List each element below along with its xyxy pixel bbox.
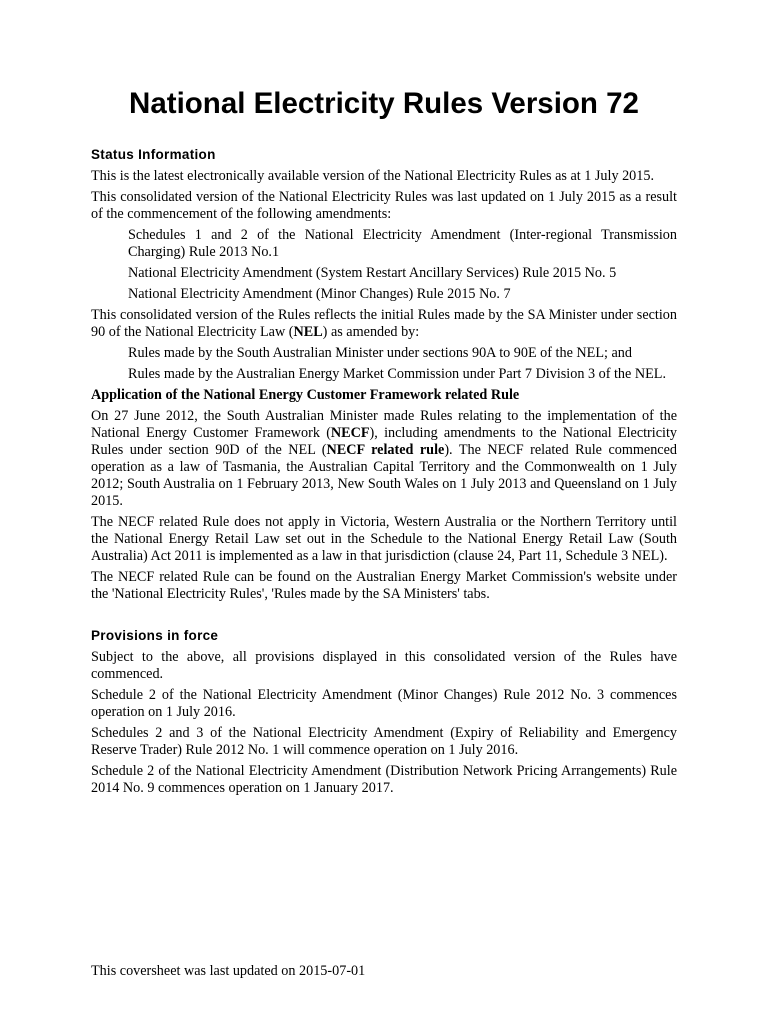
provisions-heading: Provisions in force: [91, 628, 219, 643]
necf-paragraph-2: The NECF related Rule does not apply in Victoria, Western Australia or the Northern Territory until the National Energy Retail Law set out in the Schedule to the National Energy Retail Law (South Australia) Act 2011 is implemented as a law in that jurisdiction (clause 24, Part 11, Schedule 3 NEL).: [91, 514, 677, 564]
provisions-paragraph: Schedule 2 of the National Electricity Amendment (Distribution Network Pricing Arrangements) Rule 2014 No. 9 commences operation on 1 January 2017.: [91, 763, 677, 796]
necf-heading: Application of the National Energy Customer Framework related Rule: [91, 387, 520, 403]
coversheet-footer: This coversheet was last updated on 2015-07-01: [91, 963, 366, 979]
provisions-paragraph: Schedules 2 and 3 of the National Electricity Amendment (Expiry of Reliability and Emergency Reserve Trader) Rule 2012 No. 1 will commence operation on 1 July 2016.: [91, 725, 677, 758]
nel-abbreviation: NEL: [293, 324, 323, 340]
document-title: National Electricity Rules Version 72: [129, 87, 639, 120]
amended-by-item: Rules made by the Australian Energy Market Commission under Part 7 Division 3 of the NEL.: [128, 366, 666, 382]
necf-related-rule-term: NECF related rule: [326, 442, 445, 458]
status-p3-post: ) as amended by:: [322, 324, 420, 340]
status-paragraph-2: This consolidated version of the National Electricity Rules was last updated on 1 July 2015 as a result of the commencement of the following amendments:: [91, 189, 677, 222]
amended-by-item: Rules made by the South Australian Minister under sections 90A to 90E of the NEL; and: [128, 345, 632, 361]
status-paragraph-3: [91, 307, 677, 341]
necf-abbreviation: NECF: [330, 425, 370, 441]
necf-paragraph-3: The NECF related Rule can be found on the Australian Energy Market Commission's website under the 'National Electricity Rules', 'Rules made by the SA Ministers' tabs.: [91, 569, 677, 602]
amendment-item: National Electricity Amendment (System Restart Ancillary Services) Rule 2015 No. 5: [128, 265, 617, 281]
provisions-paragraph: Subject to the above, all provisions displayed in this consolidated version of the Rules have commenced.: [91, 649, 677, 682]
necf-paragraph-1: [91, 408, 677, 510]
provisions-paragraph: Schedule 2 of the National Electricity Amendment (Minor Changes) Rule 2012 No. 3 commences operation on 1 July 2016.: [91, 687, 677, 720]
status-p3-pre: This consolidated version of the Rules reflects the initial Rules made by the SA Minister under section 90 of the National Electricity Law (: [91, 307, 677, 340]
amendment-item: Schedules 1 and 2 of the National Electricity Amendment (Inter-regional Transmission Charging) Rule 2013 No.1: [128, 227, 677, 260]
amendment-item: National Electricity Amendment (Minor Changes) Rule 2015 No. 7: [128, 286, 511, 302]
necf-p1-e: ). The NECF related Rule commenced operation as a law of Tasmania, the Australian Capital Territory and the Commonwealth on 1 July 2012; South Australia on 1 February 2013, New South Wales on 1 July 2013 and Queensland on 1 July 2015.: [91, 442, 677, 509]
document-page: [91, 84, 677, 801]
necf-p1-c: ), including amendments to the National Electricity Rules under section 90D of the NEL (: [91, 425, 677, 458]
status-paragraph-1: This is the latest electronically available version of the National Electricity Rules as at 1 July 2015.: [91, 168, 655, 184]
necf-p1-a: On 27 June 2012, the South Australian Minister made Rules relating to the implementation of the National Energy Customer Framework (: [91, 408, 677, 441]
status-heading: Status Information: [91, 147, 216, 162]
